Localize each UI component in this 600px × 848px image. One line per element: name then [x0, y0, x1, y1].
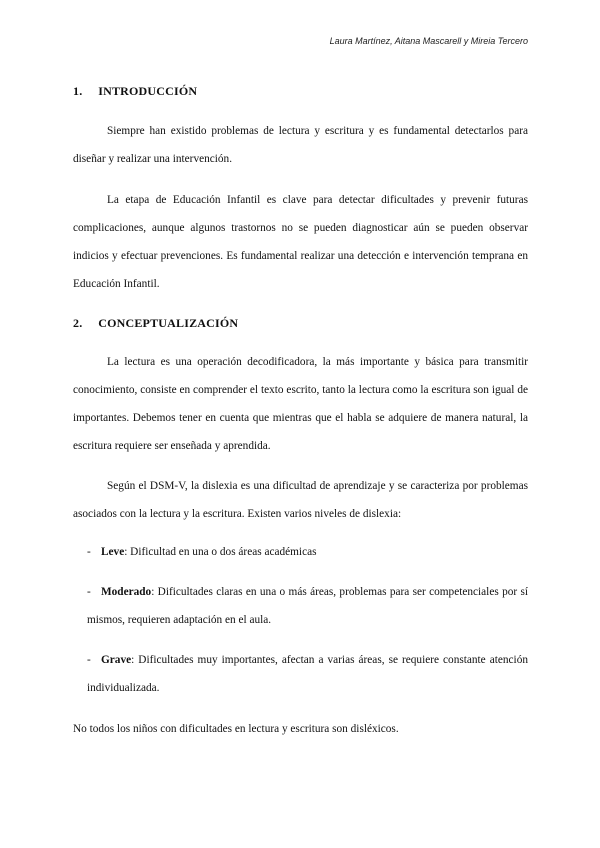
paragraph-concept-1 [73, 348, 528, 460]
level-term: Grave [101, 654, 132, 666]
paragraph-closing: No todos los niños con dificultades en lectura y escritura son disléxicos. [73, 723, 399, 735]
section-number: 2. [73, 316, 83, 330]
level-description: : Dificultades claras en una o más áreas, problemas para ser competenciales por sí mismos, requieren adaptación en el aula. [87, 586, 528, 626]
level-description: : Dificultad en una o dos áreas académicas [124, 546, 317, 558]
level-term: Leve [101, 546, 125, 558]
running-header: Laura Martínez, Aitana Mascarell y Mireia Tercero [329, 36, 528, 46]
level-term: Moderado [101, 586, 152, 598]
paragraph-text: Según el DSM-V, la dislexia es una dificultad de aprendizaje y se caracteriza por problemas asociados con la lectura y la escritura. Existen varios niveles de dislexia: [73, 480, 528, 520]
list-dash: - [87, 586, 91, 598]
paragraph-intro-2 [73, 186, 528, 298]
paragraph-concept-2 [73, 472, 528, 528]
list-item-leve [87, 538, 528, 566]
paragraph-text: La etapa de Educación Infantil es clave para detectar dificultades y prevenir futuras complicaciones, aunque algunos trastornos no se pueden diagnosticar aún se pueden observar indicios y efectuar prevenciones. Es fundamental realizar una detección e intervención temprana en Educación Infantil. [73, 194, 528, 290]
list-item-moderado [87, 578, 528, 634]
paragraph-text: La lectura es una operación decodificadora, la más importante y básica para transmitir conocimiento, consiste en comprender el texto escrito, tanto la lectura como la escritura son igual de importantes. Debemos tener en cuenta que mientras que el habla se adquiere de manera natural, la escritura requiere ser enseñada y aprendida. [73, 356, 528, 452]
section-heading-conceptualizacion [73, 316, 238, 331]
level-description: : Dificultades muy importantes, afectan a varias áreas, se requiere constante atención individualizada. [87, 654, 528, 694]
list-dash: - [87, 654, 91, 666]
list-item-grave [87, 646, 528, 702]
section-title: CONCEPTUALIZACIÓN [98, 316, 239, 330]
section-heading-introduccion [73, 84, 197, 99]
section-title: INTRODUCCIÓN [98, 84, 198, 98]
list-dash: - [87, 546, 91, 558]
section-number: 1. [73, 84, 83, 98]
paragraph-text: Siempre han existido problemas de lectura y escritura y es fundamental detectarlos para diseñar y realizar una intervención. [73, 125, 528, 165]
paragraph-intro-1 [73, 117, 528, 173]
